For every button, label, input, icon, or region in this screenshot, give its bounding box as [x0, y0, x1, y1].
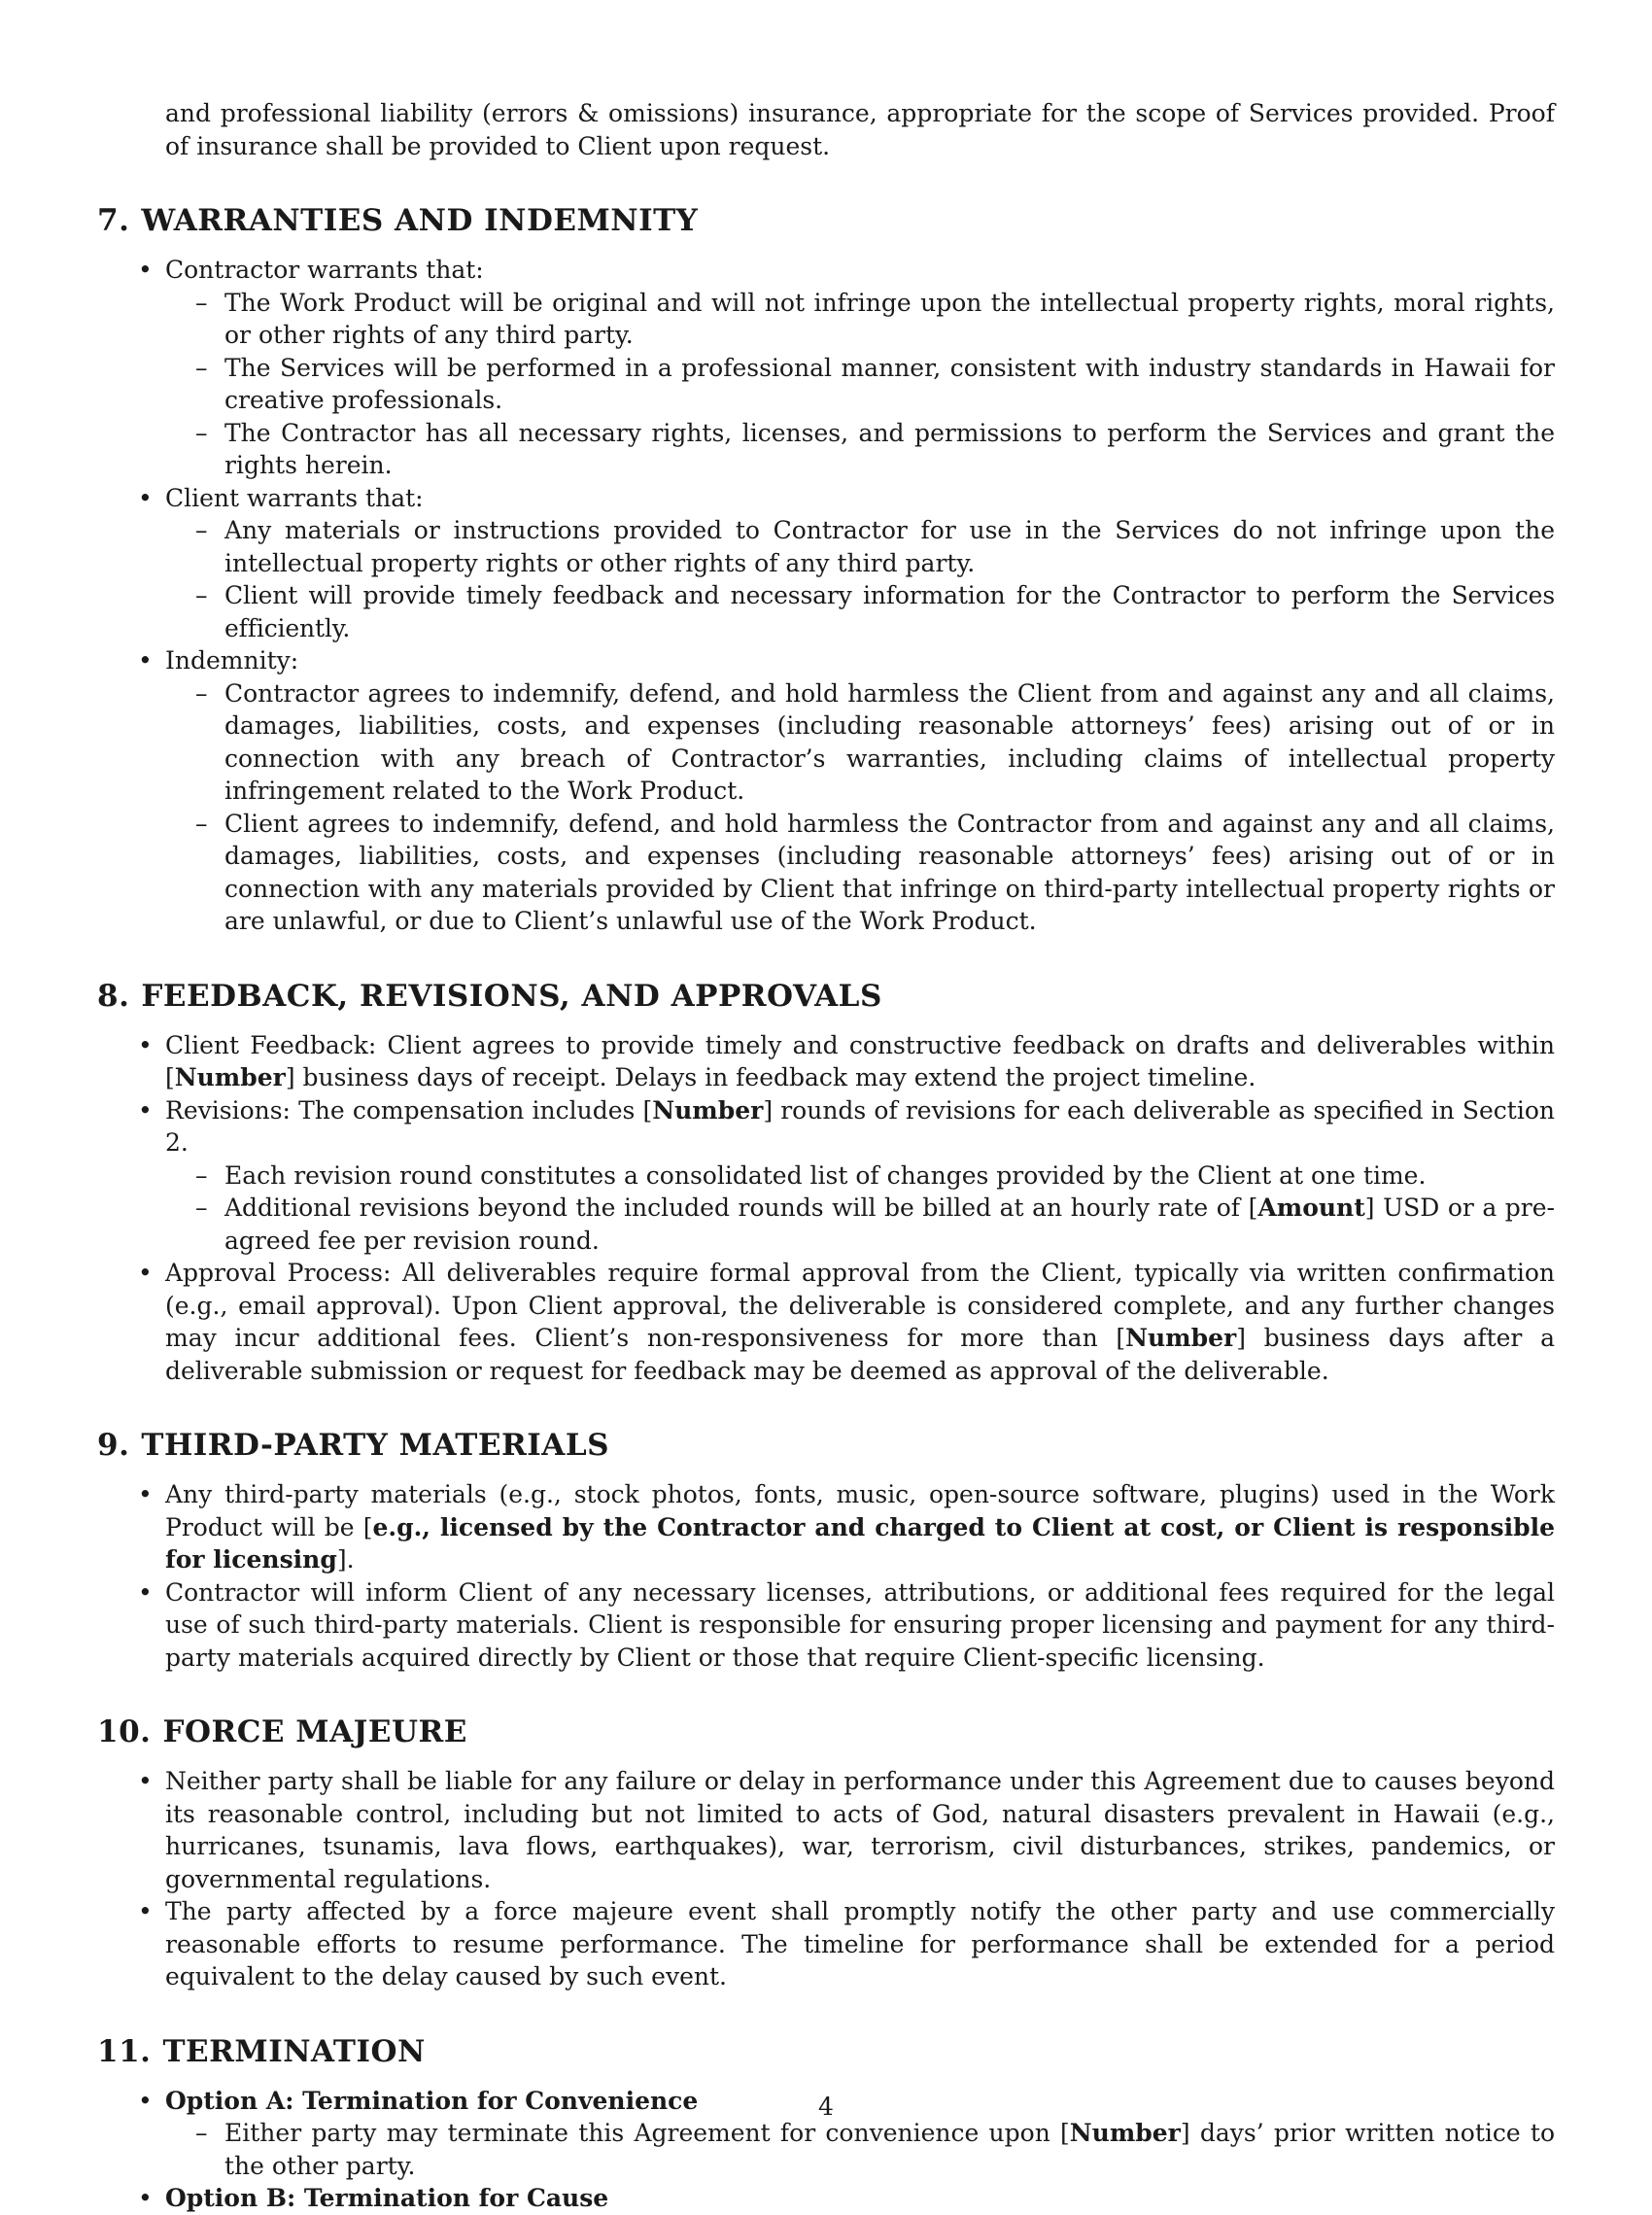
page-content [97, 97, 1555, 2215]
list-item: • Neither party shall be liable for any failure or delay in performance under this Agreement due to causes beyond its reasonable control, including but not limited to acts of God, natural disasters prevalent in Hawaii (e.g., hurricanes, tsunamis, lava flows, earthquakes), war, terrorism, civil disturbances, strikes, pandemics, or governmental regulations. [165, 1765, 1555, 1895]
section-9-heading [97, 1426, 1555, 1465]
section-10-list [97, 1765, 1555, 1993]
section-7-heading [97, 201, 1555, 240]
list-item [165, 644, 1555, 938]
list-item: • The party affected by a force majeure event shall promptly notify the other party and use commercially reasonable efforts to resume performance. The timeline for performance shall be extended for a period equivalent to the delay caused by such event. [165, 1895, 1555, 1993]
sub-list-item: – Any materials or instructions provided to Contractor for use in the Services do not infringe upon the intellectual property rights or other rights of any third party. [224, 514, 1555, 579]
text: ]. [336, 1545, 355, 1574]
sub-list-item: – The Services will be performed in a professional manner, consistent with industry standards in Hawaii for creative professionals. [224, 352, 1555, 417]
client-warrants-label: Client warrants that: [165, 483, 424, 512]
text: Revisions: The compensation includes [ [165, 1095, 653, 1125]
section-force-majeure [97, 1713, 1555, 1993]
section-warranties [97, 201, 1555, 938]
text: Approval Process: All deliverables require formal approval from the Client, typically via written confirmation (e.g., email approval). Upon Client approval, the deliverable is considered complete, and any further changes may incur additional fees. Client’s non-responsiveness for more than [ [165, 1259, 1555, 1352]
sub-list [165, 514, 1555, 644]
section-11-heading [97, 2032, 1555, 2071]
option-a-heading: Option A: Termination for Convenience [165, 2086, 699, 2115]
section-title: TERMINATION [162, 2033, 426, 2069]
section-8-list [97, 1029, 1555, 1388]
text: Either party may terminate this Agreement for convenience upon [ [224, 2119, 1070, 2147]
sub-list-item: – Client will provide timely feedback and necessary information for the Contractor to perform the Services efficiently. [224, 579, 1555, 644]
list-item [165, 1478, 1555, 1576]
text: Additional revisions beyond the included rounds will be billed at an hourly rate of [ [224, 1194, 1258, 1222]
section-number: 10. [97, 1714, 152, 1749]
section-title: THIRD-PARTY MATERIALS [141, 1428, 610, 1463]
sub-list-item: – Client agrees to indemnify, defend, and hold harmless the Contractor from and against any and all claims, damages, liabilities, costs, and expenses (including reasonable attorneys’ fees) arising out of or in connection with any materials provided by Client that infringe on third-party intellectual property rights or are unlawful, or due to Client’s unlawful use of the Work Product. [224, 808, 1555, 938]
list-item [165, 1029, 1555, 1094]
list-item [165, 1094, 1555, 1258]
placeholder-field: Amount [1257, 1194, 1365, 1222]
text: ] rounds of revisions for each deliverable as specified in Section 2. [165, 1095, 1555, 1157]
section-title: WARRANTIES AND INDEMNITY [141, 203, 699, 238]
section-8-heading [97, 977, 1555, 1016]
sub-list [165, 287, 1555, 482]
section-title: FEEDBACK, REVISIONS, AND APPROVALS [141, 978, 882, 1014]
sub-list-item [224, 2117, 1555, 2182]
sub-list [165, 677, 1555, 938]
sub-list-item: – Contractor agrees to indemnify, defend, and hold harmless the Client from and against any and all claims, damages, liabilities, costs, and expenses (including reasonable attorneys’ fees) arising out of or in connection with any breach of Contractor’s warranties, including claims of intellectual property infringement related to the Work Product. [224, 677, 1555, 808]
sub-list-item [224, 1192, 1555, 1257]
text: ] business days of receipt. Delays in feedback may extend the project timeline. [285, 1063, 1256, 1091]
page-number: 4 [818, 2093, 834, 2121]
text: ] USD or a pre-agreed fee per revision round. [224, 1194, 1556, 1255]
list-item: • Contractor will inform Client of any necessary licenses, attributions, or additional fees required for the legal use of such third-party materials. Client is responsible for ensuring proper licensing and payment for any third-party materials acquired directly by Client or those that require Client-specific licensing. [165, 1576, 1555, 1675]
list-item [165, 254, 1555, 482]
placeholder-field: Number [1069, 2119, 1181, 2147]
list-item [165, 1257, 1555, 1387]
section-feedback-revisions [97, 977, 1555, 1388]
section-9-list [97, 1478, 1555, 1674]
placeholder-field: Number [652, 1095, 764, 1125]
section-title: FORCE MAJEURE [162, 1714, 467, 1749]
list-item [165, 2182, 1555, 2215]
contractor-warrants-label: Contractor warrants that: [165, 256, 484, 284]
section-number: 8. [97, 978, 130, 1014]
sub-list-item: – The Work Product will be original and will not infringe upon the intellectual property rights, moral rights, or other rights of any third party. [224, 287, 1555, 352]
section-7-list [97, 254, 1555, 938]
sub-list [165, 2117, 1555, 2182]
section-number: 9. [97, 1428, 130, 1463]
sub-list-item: – The Contractor has all necessary rights, licenses, and permissions to perform the Services and grant the rights herein. [224, 417, 1555, 482]
list-item [165, 482, 1555, 645]
section-termination [97, 2032, 1555, 2215]
placeholder-field: Number [174, 1063, 286, 1091]
text: Client Feedback: Client agrees to provide timely and constructive feedback on drafts and deliverables within [ [165, 1030, 1555, 1091]
insurance-continuation: and professional liability (errors & omissions) insurance, appropriate for the scope of Services provided. Proof of insurance shall be provided to Client upon request. [165, 99, 1555, 160]
sub-list [165, 1159, 1555, 1258]
text: ] business days after a deliverable submission or request for feedback may be deemed as approval of the deliverable. [165, 1324, 1555, 1385]
text: ] days’ prior written notice to the other party. [224, 2119, 1556, 2180]
section-third-party [97, 1426, 1555, 1674]
placeholder-field: e.g., licensed by the Contractor and charged to Client at cost, or Client is responsible for licensing [165, 1512, 1555, 1574]
indemnity-label: Indemnity: [165, 646, 299, 675]
option-b-heading: Option B: Termination for Cause [165, 2184, 609, 2212]
placeholder-field: Number [1125, 1324, 1237, 1352]
section-number: 11. [97, 2033, 152, 2069]
section-10-heading [97, 1713, 1555, 1751]
text: Any third-party materials (e.g., stock photos, fonts, music, open-source software, plugins) used in the Work Product will be [ [165, 1480, 1555, 1541]
sub-list-item: – Each revision round constitutes a consolidated list of changes provided by the Client at one time. [224, 1159, 1555, 1193]
section-number: 7. [97, 203, 130, 238]
